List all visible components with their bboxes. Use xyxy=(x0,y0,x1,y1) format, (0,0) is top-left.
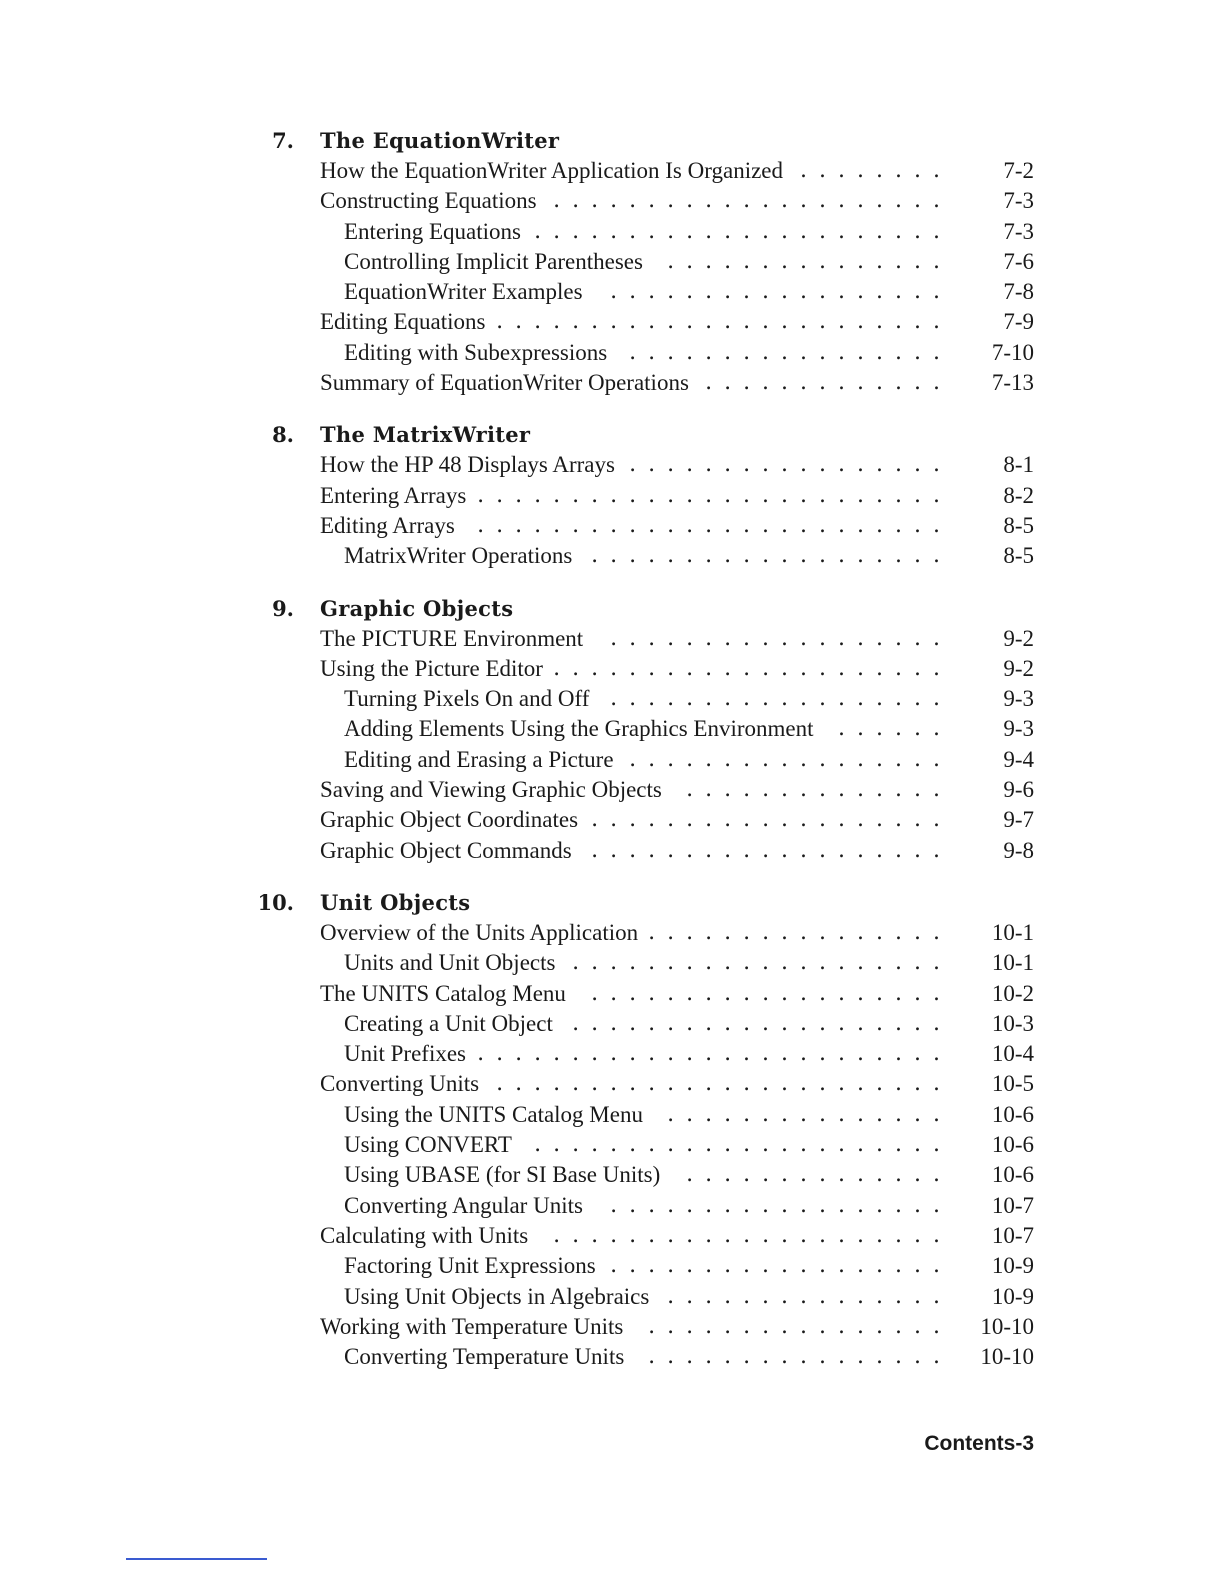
dot-leader: ..................... xyxy=(553,655,952,681)
toc-entry-page: 10-1 xyxy=(991,950,1034,976)
toc-entry-page: 10-9 xyxy=(991,1283,1034,1309)
toc-entry-page: 9-2 xyxy=(1003,655,1034,681)
toc-entry-page: 10-5 xyxy=(991,1071,1034,1097)
toc-entry-label: How the EquationWriter Application Is Organized xyxy=(320,158,783,183)
toc-entry-label: Entering Arrays xyxy=(320,482,467,508)
toc-entry-page: 7-2 xyxy=(1003,158,1034,183)
toc-entry-label: Editing and Erasing a Picture xyxy=(344,746,614,772)
toc-entry[interactable] xyxy=(0,338,1224,368)
toc-entry[interactable] xyxy=(0,714,1224,744)
toc-entry[interactable] xyxy=(0,541,1224,571)
toc-entry-label: Constructing Equations xyxy=(320,188,537,214)
dot-leader: ...................... xyxy=(534,218,952,244)
toc-entry-page: 9-3 xyxy=(1003,716,1034,742)
chapter-heading xyxy=(0,126,1224,156)
chapter-heading xyxy=(0,594,1224,624)
toc-entry[interactable] xyxy=(0,624,1224,654)
toc-entry[interactable] xyxy=(0,1069,1224,1099)
dot-leader: ................. xyxy=(629,339,952,365)
toc-entry[interactable] xyxy=(0,1312,1224,1342)
toc-entry[interactable] xyxy=(0,979,1224,1009)
toc-entry[interactable] xyxy=(0,481,1224,511)
dot-leader: ................... xyxy=(591,980,952,1006)
toc-entry-label: How the HP 48 Displays Arrays xyxy=(320,452,615,478)
dot-leader: ...... xyxy=(838,716,952,742)
toc-entry-label: Units and Unit Objects xyxy=(344,950,556,976)
toc-entry-page: 10-7 xyxy=(991,1192,1034,1218)
toc-entry[interactable] xyxy=(0,1039,1224,1069)
dot-leader: .................. xyxy=(610,1253,952,1279)
toc-entry[interactable] xyxy=(0,948,1224,978)
dot-leader: ................. xyxy=(629,452,952,478)
toc-entry[interactable] xyxy=(0,247,1224,277)
dot-leader: ................ xyxy=(648,1344,952,1370)
toc-entry[interactable] xyxy=(0,156,1224,186)
toc-entry-page: 8-2 xyxy=(1003,482,1034,508)
toc-entry-page: 10-6 xyxy=(991,1162,1034,1188)
dot-leader: .................. xyxy=(610,1192,952,1218)
chapter-section xyxy=(0,594,1224,866)
dot-leader: ..................... xyxy=(553,188,952,214)
toc-entry-label: Factoring Unit Expressions xyxy=(344,1253,596,1279)
toc-entry-label: Editing Arrays xyxy=(320,512,455,538)
toc-entry-page: 10-6 xyxy=(991,1101,1034,1127)
toc-entry-page: 7-8 xyxy=(1003,279,1034,305)
toc-entry[interactable] xyxy=(0,186,1224,216)
toc-entry-label: Summary of EquationWriter Operations xyxy=(320,370,689,396)
dot-leader: ........ xyxy=(800,158,952,183)
toc-entry-page: 8-1 xyxy=(1003,452,1034,478)
dot-leader: .............. xyxy=(686,777,952,803)
toc-entry-page: 8-5 xyxy=(1003,543,1034,569)
table-of-contents xyxy=(0,126,1224,1372)
toc-entry[interactable] xyxy=(0,1251,1224,1281)
toc-entry-label: Using UBASE (for SI Base Units) xyxy=(344,1162,661,1188)
toc-entry-label: Editing with Subexpressions xyxy=(344,339,608,365)
dot-leader: ............... xyxy=(667,1101,952,1127)
toc-entry[interactable] xyxy=(0,1130,1224,1160)
toc-entry-page: 9-8 xyxy=(1003,837,1034,863)
toc-entry-page: 10-2 xyxy=(991,980,1034,1006)
chapter-heading xyxy=(0,888,1224,918)
dot-leader: ................... xyxy=(591,837,952,863)
toc-entry-label: Turning Pixels On and Off xyxy=(344,686,590,712)
chapter-title: The MatrixWriter xyxy=(320,422,531,448)
chapter-section xyxy=(0,420,1224,571)
toc-entry-label: Unit Prefixes xyxy=(344,1041,467,1067)
toc-entry-label: Controlling Implicit Parentheses xyxy=(344,248,643,274)
dot-leader: .............. xyxy=(686,1162,952,1188)
toc-entry[interactable] xyxy=(0,307,1224,337)
dot-leader: ................. xyxy=(629,746,952,772)
chapter-title: Unit Objects xyxy=(320,889,471,915)
dot-leader: .................... xyxy=(572,950,952,976)
toc-entry[interactable] xyxy=(0,368,1224,398)
toc-entry-label: Converting Angular Units xyxy=(344,1192,583,1218)
dot-leader: .................. xyxy=(610,686,952,712)
dot-leader: ..................... xyxy=(553,1222,952,1248)
toc-entry-page: 7-3 xyxy=(1003,218,1034,244)
toc-entry-page: 7-13 xyxy=(991,370,1034,396)
toc-entry-label: Overview of the Units Application xyxy=(320,919,639,945)
toc-entry[interactable] xyxy=(0,1191,1224,1221)
toc-entry-label: Calculating with Units xyxy=(320,1222,529,1248)
toc-entry[interactable] xyxy=(0,1282,1224,1312)
toc-entry-page: 7-6 xyxy=(1003,248,1034,274)
toc-entry-label: Creating a Unit Object xyxy=(344,1010,553,1036)
toc-entry-label: Using CONVERT xyxy=(344,1132,512,1158)
toc-entry-label: The UNITS Catalog Menu xyxy=(320,980,566,1006)
bottom-rule xyxy=(126,1558,267,1560)
toc-entry[interactable] xyxy=(0,1342,1224,1372)
toc-entry-label: Editing Equations xyxy=(320,309,486,335)
dot-leader: .................. xyxy=(610,625,952,651)
toc-entry[interactable] xyxy=(0,511,1224,541)
toc-entry-label: The PICTURE Environment xyxy=(320,625,584,651)
toc-entry-label: Using the UNITS Catalog Menu xyxy=(344,1101,643,1127)
toc-entry-label: Converting Temperature Units xyxy=(344,1344,625,1370)
dot-leader: ......................... xyxy=(477,482,952,508)
toc-entry-page: 9-7 xyxy=(1003,807,1034,833)
toc-entry-label: Graphic Object Commands xyxy=(320,837,572,863)
toc-entry[interactable] xyxy=(0,654,1224,684)
toc-entry-label: EquationWriter Examples xyxy=(344,279,583,305)
dot-leader: ......................... xyxy=(477,512,952,538)
toc-entry-page: 8-5 xyxy=(1003,512,1034,538)
toc-entry-page: 10-9 xyxy=(991,1253,1034,1279)
toc-entry[interactable] xyxy=(0,277,1224,307)
toc-entry-label: Using the Picture Editor xyxy=(320,655,543,681)
toc-entry[interactable] xyxy=(0,805,1224,835)
dot-leader: ............. xyxy=(705,370,952,396)
toc-entry[interactable] xyxy=(0,836,1224,866)
toc-entry-label: Using Unit Objects in Algebraics xyxy=(344,1283,650,1309)
toc-entry[interactable] xyxy=(0,217,1224,247)
toc-entry[interactable] xyxy=(0,918,1224,948)
dot-leader: ............... xyxy=(667,1283,952,1309)
chapter-heading xyxy=(0,420,1224,450)
chapter-number: 8. xyxy=(272,422,294,448)
chapter-title: Graphic Objects xyxy=(320,595,514,621)
dot-leader: ............... xyxy=(667,248,952,274)
toc-entry-label: Entering Equations xyxy=(344,218,521,244)
dot-leader: ........................ xyxy=(496,309,952,335)
dot-leader: ................ xyxy=(648,919,952,945)
toc-entry[interactable] xyxy=(0,745,1224,775)
toc-entry-page: 10-4 xyxy=(991,1041,1034,1067)
dot-leader: .................. xyxy=(610,279,952,305)
dot-leader: ......................... xyxy=(477,1041,952,1067)
dot-leader: ................... xyxy=(591,543,952,569)
toc-entry-label: Working with Temperature Units xyxy=(320,1313,624,1339)
chapter-section xyxy=(0,888,1224,1372)
toc-entry[interactable] xyxy=(0,450,1224,480)
toc-entry[interactable] xyxy=(0,1009,1224,1039)
toc-entry-page: 9-6 xyxy=(1003,777,1034,803)
toc-entry-page: 10-10 xyxy=(980,1313,1034,1339)
dot-leader: ...................... xyxy=(534,1132,952,1158)
toc-entry-label: Saving and Viewing Graphic Objects xyxy=(320,777,662,803)
toc-entry[interactable] xyxy=(0,1100,1224,1130)
chapter-title: The EquationWriter xyxy=(320,128,560,153)
chapter-number: 9. xyxy=(272,595,294,621)
toc-entry[interactable] xyxy=(0,775,1224,805)
toc-entry-page: 7-10 xyxy=(991,339,1034,365)
chapter-number: 7. xyxy=(272,128,294,153)
dot-leader: ................... xyxy=(591,807,952,833)
toc-entry-page: 9-4 xyxy=(1003,746,1034,772)
toc-entry-page: 10-6 xyxy=(991,1132,1034,1158)
toc-entry-page: 9-3 xyxy=(1003,686,1034,712)
toc-entry-page: 10-7 xyxy=(991,1222,1034,1248)
toc-entry-page: 7-3 xyxy=(1003,188,1034,214)
toc-entry-label: Adding Elements Using the Graphics Environment xyxy=(344,716,814,742)
toc-entry-page: 10-1 xyxy=(991,919,1034,945)
toc-entry-label: Converting Units xyxy=(320,1071,480,1097)
toc-entry[interactable] xyxy=(0,1160,1224,1190)
toc-entry-page: 9-2 xyxy=(1003,625,1034,651)
dot-leader: ........................ xyxy=(496,1071,952,1097)
toc-entry[interactable] xyxy=(0,1221,1224,1251)
dot-leader: ................ xyxy=(648,1313,952,1339)
toc-entry-label: MatrixWriter Operations xyxy=(344,543,573,569)
toc-entry-page: 10-10 xyxy=(980,1344,1034,1370)
page-footer-label: Contents-3 xyxy=(924,1432,1034,1455)
toc-entry-page: 10-3 xyxy=(991,1010,1034,1036)
dot-leader: .................... xyxy=(572,1010,952,1036)
chapter-number: 10. xyxy=(257,889,294,915)
toc-entry-page: 7-9 xyxy=(1003,309,1034,335)
toc-entry[interactable] xyxy=(0,684,1224,714)
toc-entry-label: Graphic Object Coordinates xyxy=(320,807,579,833)
chapter-section xyxy=(0,126,1224,398)
